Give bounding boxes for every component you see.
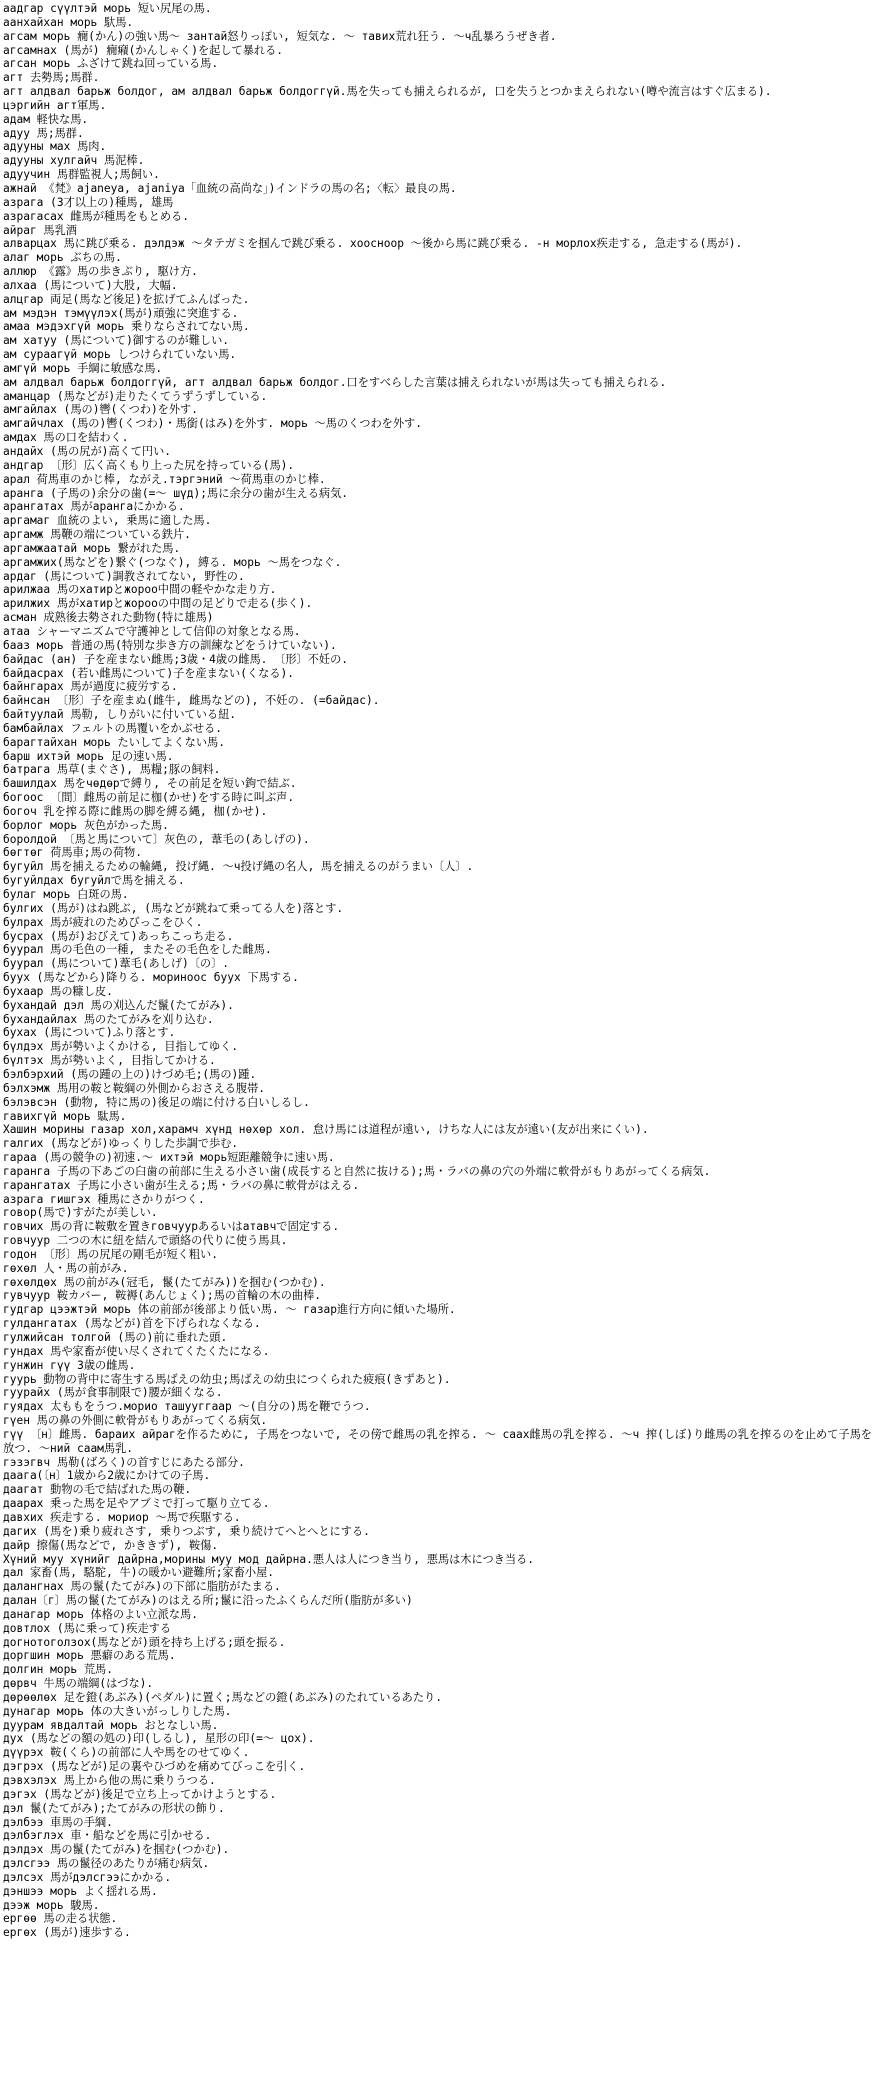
dictionary-entry: гараа (馬の競争の)初速.～ ихтэй морь短距離競争に速い馬. xyxy=(3,1151,335,1165)
dictionary-entry: дэншээ морь よく揺れる馬. xyxy=(3,1884,158,1898)
dictionary-entry: бамбайлах フェルトの馬覆いをかぶせる. xyxy=(3,721,222,735)
dictionary-entry: аргамж 馬鞭の端についている鉄片. xyxy=(3,528,191,542)
dictionary-entry: ам сураагүй морь しつけられていない馬. xyxy=(3,348,237,362)
dictionary-entry: байдас (ан) 子を産まない雌馬;3歳・4歳の雌馬. 〔形〕不妊の. xyxy=(3,652,348,666)
dictionary-entry: адуу 馬;馬群. xyxy=(3,126,84,140)
dictionary-entry: дэлбээ 車馬の手綱. xyxy=(3,1815,113,1829)
dictionary-entry: гувчуур 鞍カバー, 鞍褥(あんじょく);馬の首輪の木の曲棒. xyxy=(3,1289,322,1303)
dictionary-entry: бухандайлах 馬のたてがみを刈り込む. xyxy=(3,1012,214,1026)
dictionary-entry: адууны хулгайч 馬泥棒. xyxy=(3,154,145,168)
dictionary-entry: дэгрэх (馬などが)足の裏やひづめを痛めてびっこを引く. xyxy=(3,1760,306,1774)
dictionary-entry: бусрах (馬が)おびえて)あっちこっち走る. xyxy=(3,929,234,943)
dictionary-entry: гулдангатах (馬などが)首を下げられなくなる. xyxy=(3,1317,261,1331)
dictionary-entry: гавихгүй морь 駄馬. xyxy=(3,1109,127,1123)
dictionary-entry: даага(〔н〕1歳から2歳にかけての子馬. xyxy=(3,1469,211,1483)
dictionary-entry: гэзэгвч 馬勒(ばろく)の首すじにあたる部分. xyxy=(3,1455,245,1469)
dictionary-entry: азрага (3才以上の)種馬, 雄馬 xyxy=(3,195,174,209)
dictionary-entry: аманцар (馬などが)走りたくてうずうずしている. xyxy=(3,389,268,403)
dictionary-entry: даарах 乗った馬を足やアブミで打って駆り立てる. xyxy=(3,1497,270,1511)
dictionary-entry: амдах 馬の口を結わく. xyxy=(3,431,129,445)
dictionary-entry: дээж морь 駿馬. xyxy=(3,1898,100,1912)
dictionary-entry: бүлдэх 馬が勢いよくかける, 目指してゆく. xyxy=(3,1040,239,1054)
dictionary-entry: алварцах 馬に跳び乗る. дэлдэж ～タテガミを掴んで跳び乗る. хоосноор ～後から馬に跳び乗る. -н морлох疾走する, 急走する(馬が). xyxy=(3,237,743,251)
dictionary-entry: алцгар 両足(馬など後足)を拡げてふんばった. xyxy=(3,292,250,306)
dictionary-entry: бугуйл 馬を捕えるための輪縄, 投げ縄. ～ч投げ縄の名人, 馬を捕えるのがうまい〔人〕. xyxy=(3,860,474,874)
dictionary-entry: аанхайхан морь 馱馬. xyxy=(3,15,134,29)
dictionary-entry: дэл 鬣(たてがみ);たてがみの形状の飾り. xyxy=(3,1801,225,1815)
dictionary-entry: арилжаа 馬のхатирとжороо中間の軽やかな走り方. xyxy=(3,583,277,597)
dictionary-entry: гөхөл 人・馬の前がみ. xyxy=(3,1261,129,1275)
dictionary-entry: буурал (馬について)葦毛(あしげ)〔の〕. xyxy=(3,957,230,971)
dictionary-entry: алхаа (馬について)大股, 大幅. xyxy=(3,278,178,292)
dictionary-entry: алаг морь ぶちの馬. xyxy=(3,251,122,265)
dictionary-entry: булаг морь 白斑の馬. xyxy=(3,888,129,901)
dictionary-entry: амгайлах (馬の)轡(くつわ)を外す. xyxy=(3,403,198,417)
dictionary-entry: ергөх (馬が)速歩する. xyxy=(3,1926,131,1940)
dictionary-entry: гуурайх (馬が食事制限で)腰が細くなる. xyxy=(3,1386,223,1400)
dictionary-entry: агсан морь ふざけて跳ね回っている馬. xyxy=(3,57,219,71)
dictionary-entry: адам 軽快な馬. xyxy=(3,112,89,126)
dictionary-entry: дөрвч 牛馬の端綱(はづな). xyxy=(3,1677,154,1691)
dictionary-entry: аргамаг 血統のよい, 乗馬に適した馬. xyxy=(3,514,212,528)
dictionary-entry: ергөө 馬の走る状態. xyxy=(3,1912,118,1926)
dictionary-entry: гүен 馬の鼻の外側に軟骨がもりあがってくる病気. xyxy=(3,1414,268,1428)
dictionary-entry: цэргийн агт軍馬. xyxy=(3,98,107,112)
dictionary-entry: аадгар сүүлтэй морь 短い尻尾の馬. xyxy=(3,2,212,15)
dictionary-entry: ардаг (馬について)調教されてない, 野性の. xyxy=(3,569,245,583)
dictionary-entry: доргшин морь 悪癖のある荒馬. xyxy=(3,1649,176,1663)
dictionary-entry: Хүний муу хүнийг дайрна,морины муу мод дайрна.悪人は人につき当り, 悪馬は木につき当る. xyxy=(3,1552,534,1566)
dictionary-entry: азрага гишгэх 種馬にさかりがつく. xyxy=(3,1192,205,1206)
dictionary-entry: давхих 疾走する. мориор ～馬で疾駆する. xyxy=(3,1510,241,1524)
dictionary-entry: бэлэвсэн (動物, 特に馬の)後足の端に付ける白いしるし. xyxy=(3,1095,310,1109)
dictionary-entry: ам алдвал барьж болдоггүй, агт алдвал барьж болдог.口をすべらした言葉は捕えられないが馬は失っても捕えられる. xyxy=(3,375,667,389)
dictionary-entry: байтуулай 馬勒, しりがいに付いている紐. xyxy=(3,708,236,722)
dictionary-entry: бааз морь 普通の馬(特別な歩き方の訓練などをうけていない). xyxy=(3,638,337,652)
dictionary-entry: ам хатуу (馬について)御するのが難しい. xyxy=(3,334,230,348)
dictionary-entry: дүүрэх 鞍(くら)の前部に人や馬をのせてゆく. xyxy=(3,1746,250,1760)
dictionary-entry: дэвхэлэх 馬上から他の馬に乗りうつる. xyxy=(3,1774,216,1787)
dictionary-entry: дэлсэх 馬がдэлсгээにかかる. xyxy=(3,1870,172,1884)
dictionary-entry: азрагасах 雌馬が種馬をもとめる. xyxy=(3,209,189,223)
dictionary-entry: атаа シャーマニズムで守護神として信仰の対象となる馬. xyxy=(3,624,301,638)
dictionary-entry: аранга (子馬の)余分の歯(=～ шүд);馬に余分の歯が生える病気. xyxy=(3,486,348,500)
dictionary-entry: амгүй морь 手綱に敏感な馬. xyxy=(3,361,163,375)
dictionary-entry: булгих (馬が)はね跳ぶ, (馬などが跳ねて乗ってる人を)落とす. xyxy=(3,901,344,915)
dictionary-entry: амаа мэдэхгүй морь 乗りならされてない馬. xyxy=(3,320,250,334)
dictionary-entry: бухандай дэл 馬の刈込んだ鬣(たてがみ). xyxy=(3,998,234,1012)
dictionary-entry: бугуйлдах бугуйлで馬を捕える. xyxy=(3,874,185,888)
dictionary-entry: арилжих 馬がхатирとжорооの中間の足どりで走る(歩く). xyxy=(3,597,313,611)
dictionary-entry: гөхөлдөх 馬の前がみ(冠毛, 鬣(たてがみ))を掴む(つかむ). xyxy=(3,1275,326,1289)
dictionary-entry: бухах (馬について)ふり落とす. xyxy=(3,1026,176,1040)
dictionary-entry: асман 成熟後去勢された動物(特に雄馬) xyxy=(3,611,214,625)
dictionary-entry: агт 去勢馬;馬群. xyxy=(3,71,100,85)
dictionary-entry: арал 荷馬車のかじ棒, ながえ.тэргэний ～荷馬車のかじ棒. xyxy=(3,472,326,486)
dictionary-entry: башилдах 馬をчөдөрで縛り, その前足を短い鉤で結ぶ. xyxy=(3,777,297,791)
dictionary-entry: далан〔г〕馬の鬣(たてがみ)のはえる所;鬣に沿ったふくらんだ所(脂肪が多い) xyxy=(3,1594,413,1608)
dictionary-entry: байнгарах 馬が過度に疲労する. xyxy=(3,680,178,694)
dictionary-entry: говчуур 二つの木に紐を結んで頭絡の代りに使う馬具. xyxy=(3,1234,288,1248)
dictionary-entry: ажнай 《梵》ajaneya, ajaniya「血統の高尚な」)インドラの馬の名;〈転〉最良の馬. xyxy=(3,181,457,195)
dictionary-entry: байнсан 〔形〕子を産まぬ(雌牛, 雌馬などの), 不妊の. (=байдас). xyxy=(3,694,380,708)
dictionary-entry: далангнах 馬の鬣(たてがみ)の下部に脂肪がたまる. xyxy=(3,1580,281,1594)
dictionary-entry: дал 家畜(馬, 駱駝, 牛)の暖かい避難所;家畜小屋. xyxy=(3,1566,275,1580)
dictionary-entry: гаранг​атах 子馬に小さい歯が生える;馬・ラバの鼻に軟骨がはえる. xyxy=(3,1178,360,1192)
dictionary-entry: бүлтэх 馬が勢いよく, 目指してかける. xyxy=(3,1054,216,1068)
dictionary-entry: аллюр 《露》馬の歩きぶり, 駆け方. xyxy=(3,265,198,279)
dictionary-entry: дуурам явдалтай морь おとなしい馬. xyxy=(3,1718,219,1732)
dictionary-entry: гунжин гүү 3歳の雌馬. xyxy=(3,1358,136,1372)
dictionary-entry: бэлбэрхий (馬の踵の上の)けづめ毛;(馬の)踵. xyxy=(3,1067,257,1081)
dictionary-entry: богоос 〔間〕雌馬の前足に枷(かせ)をする時に叫ぶ声. xyxy=(3,791,295,805)
dictionary-entry: барш ихтэй морь 足の速い馬. xyxy=(3,749,174,763)
dictionary-entry: борлог морь 灰色がかった馬. xyxy=(3,818,169,832)
dictionary-entry: дэлсгээ 馬の鬣径のあたりが痛む病気. xyxy=(3,1857,210,1871)
dictionary-entry: адууны мах 馬肉. xyxy=(3,140,107,154)
dictionary-entry: агт алдвал барьж болдог, ам алдвал барьж болдоггүй.馬を失っても捕えられるが, 口を失うとつかまえられない(噂や流言はすぐ広まる). xyxy=(3,85,772,99)
dictionary-entry: агсамнах (馬が) 癇癪(かんしゃく)を起して暴れる. xyxy=(3,43,284,57)
dictionary-entry: галгих (馬などが)ゆっくりした歩調で歩む. xyxy=(3,1137,239,1151)
dictionary-entry: довтлох (馬に乗って)疾走する xyxy=(3,1621,172,1635)
dictionary-entry: гулжийсан толгой (馬の)前に垂れた頭. xyxy=(3,1331,228,1344)
dictionary-entry: боролдой 〔馬と馬について〕灰色の, 葦毛の(あしげの). xyxy=(3,832,310,846)
dictionary-entry: годон 〔形〕馬の尻尾の剛毛が短く粗い. xyxy=(3,1247,218,1261)
dictionary-entry: говор(馬で)すがたが美しい. xyxy=(3,1206,158,1220)
dictionary-entry: буурал 馬の毛色の一種, またその毛色をした雌馬. xyxy=(3,943,272,957)
dictionary-entry: долгин морь 荒馬. xyxy=(3,1663,113,1677)
dictionary-entry: аргамжих(馬などを)繋ぐ(つなぐ), 縛る. морь ～馬をつなぐ. xyxy=(3,555,342,569)
dictionary-entry: говчих 馬の背に鞍敷を置きговчуурあるいはатавчで固定する. xyxy=(3,1220,340,1234)
dictionary-entry: гаранга 子馬の下あごの臼歯の前部に生える小さい歯(成長すると自然に抜ける);馬・ラバの鼻の穴の外端に軟骨がもりあがってくる病気. xyxy=(3,1164,711,1178)
dictionary-entry: дэлбэглэх 車・船などを馬に引かせる. xyxy=(3,1829,212,1843)
dictionary-entry: батрага 馬草(まぐさ), 馬糧;豚の飼料. xyxy=(3,763,221,777)
dictionary-entry: барагтайхан морь たいしてよくない馬. xyxy=(3,735,225,749)
dictionary-entry: бухаар 馬の糠し皮. xyxy=(3,984,113,998)
dictionary-entry: ам мэдэн тэмүүлэх(馬が)頑強に突進する. xyxy=(3,306,239,320)
dictionary-entry: дух (馬などの額の処の)印(しるし), 星形の印(=～ цох). xyxy=(3,1732,315,1746)
dictionary-entry: дайр 擦傷(馬などで, かききず), 鞍傷. xyxy=(3,1538,219,1552)
dictionary-entry: данагар морь 体格のよい立派な馬. xyxy=(3,1607,198,1621)
dictionary-entry: агсам морь 癇(かん)の強い馬～ зантай怒りっぽい, 短気な. ～ тавих荒れ狂う. ～ч乱暴ろうぜき者. xyxy=(3,29,557,43)
dictionary-entry: амгайчлах (馬の)轡(くつわ)・馬銜(はみ)を外す. морь ～馬のくつわを外す. xyxy=(3,417,422,431)
dictionary-entry: Хашин морины газар хол,харамч хүнд нөхөр хол. 怠け馬には道程が遠い, けちな人には友が遠い(友が出来にくい). xyxy=(3,1123,649,1137)
dictionary-entry: андайх (馬の尻が)高くて円い. xyxy=(3,445,172,458)
dictionary-entry: догнотоголзох(馬などが)頭を持ち上げる;頭を振る. xyxy=(3,1635,286,1649)
dictionary-entry: адуучин 馬群監視人;馬飼い. xyxy=(3,168,160,182)
dictionary-entry: аргамжаатай морь 繋がれた馬. xyxy=(3,541,181,555)
dictionary-entry: бэлхэмж 馬用の鞍と鞍綱の外側からおさえる腹帯. xyxy=(3,1081,265,1095)
dictionary-entry: дэлдэх 馬の鬣(たてがみ)を掴む(つかむ). xyxy=(3,1843,230,1857)
dictionary-entry: даагат 動物の毛で結ばれた馬の鞭. xyxy=(3,1483,192,1497)
dictionary-entry: дагих (馬を)乗り疲れさす, 乗りつぶす, 乗り続けてへとへとにする. xyxy=(3,1524,370,1538)
dictionary-entry: байдасрах (若い雌馬について)子を産まない(くなる). xyxy=(3,666,294,680)
dictionary-entry: дунагар морь 体の大きいがっしりした馬. xyxy=(3,1704,232,1718)
dictionary-entry: арангатах 馬がарангаにかかる. xyxy=(3,500,185,514)
dictionary-entry: айраг 馬乳酒 xyxy=(3,223,77,237)
dictionary-entry: гүү 〔н〕雌馬. бараих айрагを作るために, 子馬をつないで, その傍で雌馬の乳を搾る. ～ саах雌馬の乳を搾る. ～ч 搾(しぼ)り雌馬の乳を搾るのを止めて子馬を放つ. ～ний саам馬乳. xyxy=(3,1427,872,1455)
dictionary-entry: гундах 馬や家畜が使い尽くされてくたくたになる. xyxy=(3,1344,270,1358)
dictionary-entry: богоч 乳を搾る際に雌馬の脚を縛る縄, 枷(かせ). xyxy=(3,804,268,818)
dictionary-entry: гуядах 太ももをうつ.морио ташууггаар ～(自分の)馬を鞭でうつ. xyxy=(3,1400,371,1414)
dictionary-entry: бөгтөг 荷馬車;馬の荷物. xyxy=(3,846,142,860)
dictionary-entry: гуурь 動物の背中に寄生する馬ばえの幼虫;馬ばえの幼虫につくられた疲痕(きずあと). xyxy=(3,1372,451,1386)
dictionary-entry: андгар 〔形〕広く高くもり上った尻を持っている(馬). xyxy=(3,458,295,472)
dictionary-entry: дэгэх (馬などが)後足で立ち上ってかけようとする. xyxy=(3,1787,277,1801)
dictionary-entry: гудгар цээжтэй морь 体の前部が後部より低い馬. ～ газар進行方向に傾いた場所. xyxy=(3,1303,456,1317)
dictionary-entry: булрах 馬が疲れのためびっこをひく. xyxy=(3,915,203,929)
dictionary-entry: буух (馬などから)降りる. мориноос буух 下馬する. xyxy=(3,971,299,985)
dictionary-entry: дөрөөлөх 足を鐙(あぶみ)(ペダル)に置く;馬などの鐙(あぶみ)のたれているあたり. xyxy=(3,1690,442,1704)
